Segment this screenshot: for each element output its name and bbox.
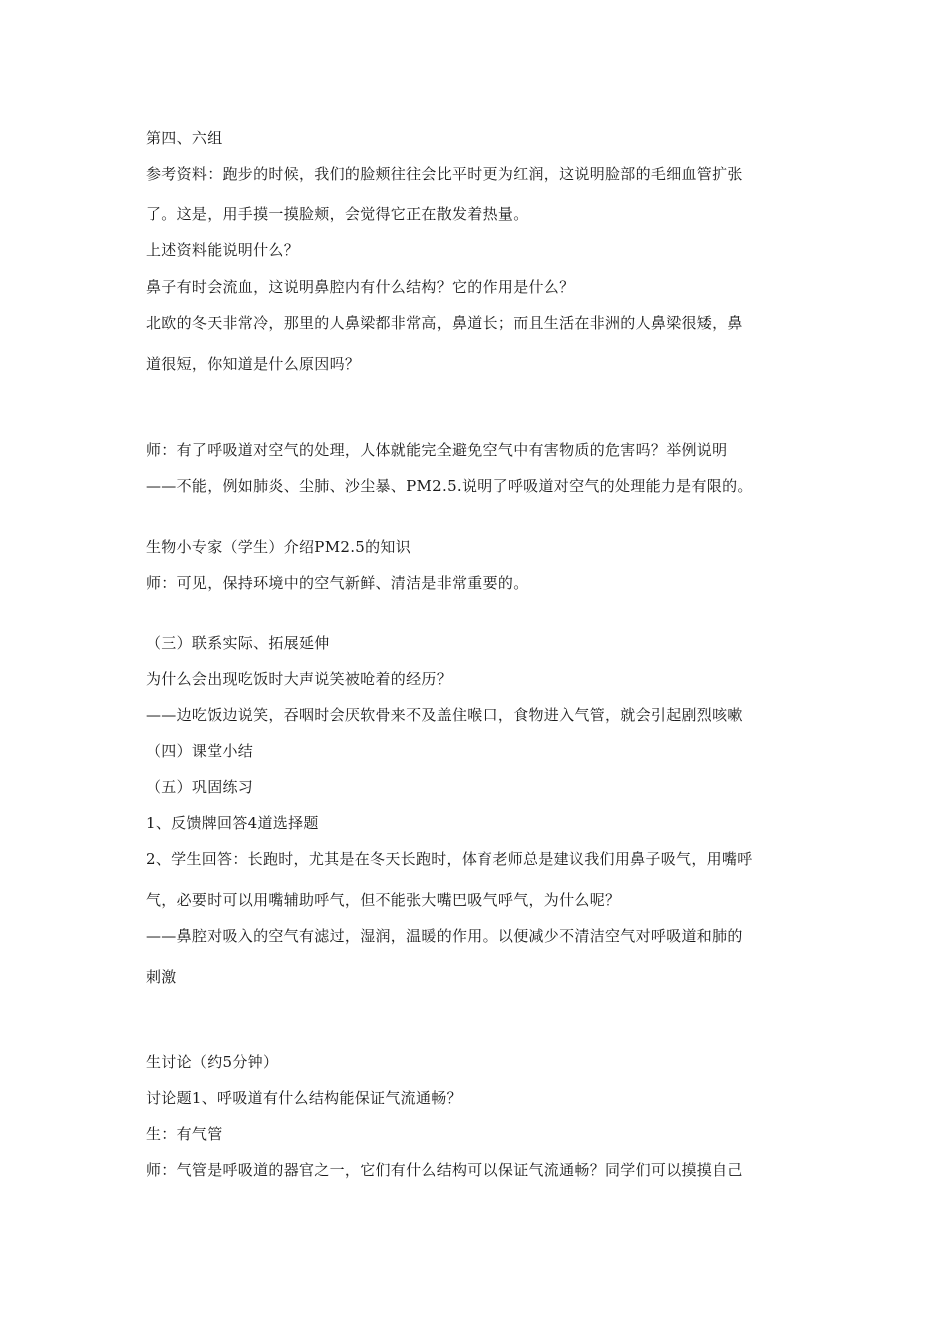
reference-material-line-2: 了。这是，用手摸一摸脸颊，会觉得它正在散发着热量。 (146, 205, 529, 223)
heading-group-4-6: 第四、六组 (146, 129, 223, 147)
question-text: 上述资料能说明什么？ (146, 241, 300, 259)
exercise-item: 1、反馈牌回答4道选择题 (146, 814, 319, 832)
answer-line: ——不能，例如肺炎、尘肺、沙尘暴、PM2.5.说明了呼吸道对空气的处理能力是有限的。 (146, 477, 753, 495)
teacher-line: 师：气管是呼吸道的器官之一，它们有什么结构可以保证气流通畅？同学们可以摸摸自己 (146, 1161, 743, 1179)
question-text: 北欧的冬天非常冷，那里的人鼻梁都非常高，鼻道长；而且生活在非洲的人鼻梁很矮，鼻 (146, 314, 743, 332)
student-line: 生：有气管 (146, 1125, 223, 1143)
teacher-line: 师：有了呼吸道对空气的处理，人体就能完全避免空气中有害物质的危害吗？举例说明 (146, 441, 728, 459)
section-heading: （三）联系实际、拓展延伸 (146, 634, 330, 652)
answer-line: ——鼻腔对吸入的空气有滤过，湿润，温暖的作用。以便减少不清洁空气对呼吸道和肺的 (146, 927, 743, 945)
discussion-topic: 讨论题1、呼吸道有什么结构能保证气流通畅？ (146, 1089, 462, 1107)
answer-line-continued: 刺激 (146, 968, 177, 986)
section-heading: （五）巩固练习 (146, 778, 254, 796)
exercise-item-continued: 气，必要时可以用嘴辅助呼气，但不能张大嘴巴吸气呼气，为什么呢？ (146, 891, 621, 909)
answer-line: ——边吃饭边说笑，吞咽时会厌软骨来不及盖住喉口，食物进入气管，就会引起剧烈咳嗽 (146, 706, 743, 724)
discussion-heading: 生讨论（约5分钟） (146, 1053, 279, 1071)
question-text: 鼻子有时会流血，这说明鼻腔内有什么结构？它的作用是什么？ (146, 278, 575, 296)
section-heading: （四）课堂小结 (146, 742, 254, 760)
teacher-line: 师：可见，保持环境中的空气新鲜、清洁是非常重要的。 (146, 574, 529, 592)
exercise-item: 2、学生回答：长跑时，尤其是在冬天长跑时，体育老师总是建议我们用鼻子吸气，用嘴呼 (146, 850, 753, 868)
student-expert-line: 生物小专家（学生）介绍PM2.5的知识 (146, 538, 412, 556)
question-text: 为什么会出现吃饭时大声说笑被呛着的经历？ (146, 670, 453, 688)
reference-material-line-1: 参考资料：跑步的时候，我们的脸颊往往会比平时更为红润，这说明脸部的毛细血管扩张 (146, 165, 743, 183)
question-text-continued: 道很短，你知道是什么原因吗？ (146, 355, 361, 373)
